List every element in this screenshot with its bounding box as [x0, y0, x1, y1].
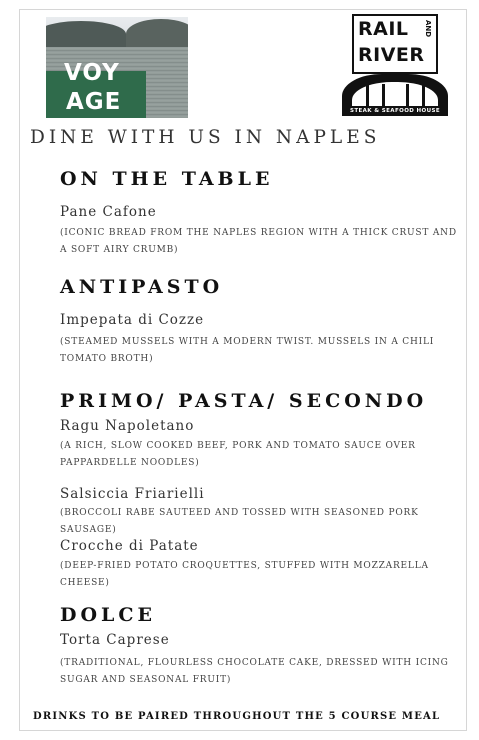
- menu-item-desc: (ICONIC BREAD FROM THE NAPLES REGION WITH A THICK CRUST AND A SOFT AIRY CRUMB): [60, 228, 457, 255]
- menu-item-desc: (A RICH, SLOW COOKED BEEF, PORK AND TOMATO SAUCE OVER PAPPARDELLE NOODLES): [60, 441, 416, 468]
- voyage-word-line1: VOY: [64, 60, 120, 86]
- section-title-on-the-table: ON THE TABLE: [60, 168, 274, 190]
- voyage-logo: [46, 17, 188, 118]
- logo-word-rail: RAIL: [358, 18, 409, 40]
- footer-note: DRINKS TO BE PAIRED THROUGHOUT THE 5 COURSE MEAL: [33, 711, 441, 722]
- section-title-primo: PRIMO/ PASTA/ SECONDO: [60, 390, 428, 412]
- bridge-arch: [352, 82, 438, 106]
- bridge-post: [406, 84, 409, 106]
- menu-item-name: Salsiccia Friarielli: [60, 486, 205, 502]
- menu-item-name: Crocche di Patate: [60, 538, 199, 554]
- voyage-word-line2: AGE: [66, 89, 122, 115]
- menu-item-desc: (TRADITIONAL, FLOURLESS CHOCOLATE CAKE, DRESSED WITH ICING SUGAR AND SEASONAL FRUIT): [60, 658, 449, 685]
- menu-item-desc: (STEAMED MUSSELS WITH A MODERN TWIST. MUSSELS IN A CHILI TOMATO BROTH): [60, 337, 435, 364]
- logo-word-river: RIVER: [358, 44, 425, 66]
- mountain-shape: [46, 21, 126, 47]
- rail-and-river-logo: [340, 12, 450, 122]
- menu-item-name: Torta Caprese: [60, 632, 170, 648]
- page-subtitle: DINE WITH US IN NAPLES: [30, 127, 381, 148]
- menu-item-name: Ragu Napoletano: [60, 418, 195, 434]
- bridge-post: [382, 84, 385, 106]
- bridge-post: [422, 84, 425, 106]
- logo-banner: STEAK & SEAFOOD HOUSE: [344, 106, 446, 116]
- section-title-antipasto: ANTIPASTO: [60, 276, 224, 298]
- bridge-post: [366, 84, 369, 106]
- logo-sign-board: [352, 14, 438, 74]
- menu-item-name: Impepata di Cozze: [60, 312, 205, 328]
- section-title-dolce: DOLCE: [60, 604, 156, 626]
- menu-item-desc: (BROCCOLI RABE SAUTEED AND TOSSED WITH SEASONED PORK SAUSAGE): [60, 508, 419, 535]
- logo-word-and: AND: [424, 20, 432, 38]
- mountain-shape: [126, 19, 188, 49]
- menu-item-desc: (DEEP-FRIED POTATO CROQUETTES, STUFFED WITH MOZZARELLA CHEESE): [60, 561, 429, 588]
- menu-item-name: Pane Cafone: [60, 204, 157, 220]
